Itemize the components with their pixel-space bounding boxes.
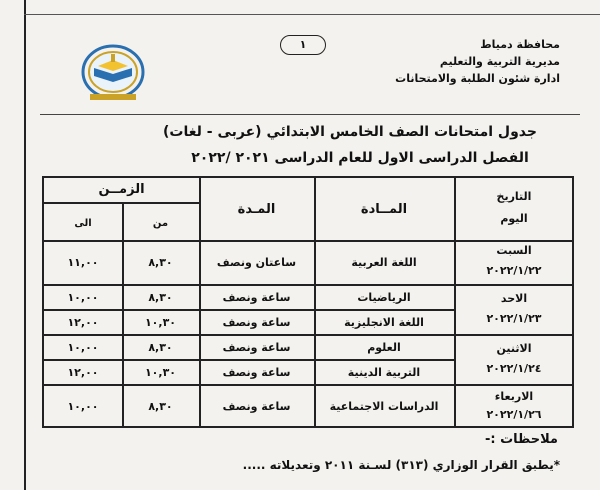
table-hline bbox=[44, 240, 572, 242]
date-cell: ٢٠٢٢/١/٢٤ bbox=[486, 362, 542, 375]
table-hline bbox=[44, 334, 572, 336]
duration-cell: ساعة ونصف bbox=[222, 291, 291, 304]
subject-header: المــادة bbox=[360, 202, 408, 217]
from-cell: ٨,٣٠ bbox=[148, 256, 173, 269]
from-cell: ٨,٣٠ bbox=[148, 341, 173, 354]
duration-cell: ساعتان ونصف bbox=[216, 256, 297, 269]
ministerial-rule-note: *يطبق القرار الوزاري (٣١٣) لسـنة ٢٠١١ وتعديلاته ..... bbox=[242, 458, 560, 472]
duration-cell: ساعة ونصف bbox=[222, 341, 291, 354]
table-hline bbox=[44, 284, 572, 286]
governorate-label: محافظة دمياط bbox=[480, 38, 560, 51]
page-border-top bbox=[24, 14, 600, 15]
to-header: الى bbox=[74, 218, 92, 229]
table-hline bbox=[44, 359, 454, 361]
header-divider bbox=[40, 114, 580, 115]
day-cell: الاثنين bbox=[496, 342, 532, 355]
from-cell: ٨,٣٠ bbox=[148, 400, 173, 413]
date-cell: ٢٠٢٢/١/٢٢ bbox=[486, 264, 542, 277]
date-cell: ٢٠٢٢/١/٢٦ bbox=[486, 408, 542, 421]
duration-cell: ساعة ونصف bbox=[222, 316, 291, 329]
to-cell: ١٢,٠٠ bbox=[67, 366, 99, 379]
from-cell: ٨,٣٠ bbox=[148, 291, 173, 304]
to-cell: ١٠,٠٠ bbox=[67, 400, 99, 413]
exam-schedule-table bbox=[42, 176, 574, 428]
to-cell: ١٢,٠٠ bbox=[67, 316, 99, 329]
subject-cell: اللغة العربية bbox=[351, 256, 417, 269]
subject-cell: التربية الدينية bbox=[347, 366, 421, 379]
from-header: من bbox=[152, 218, 169, 229]
department-label: ادارة شئون الطلبة والامتحانات bbox=[395, 72, 560, 85]
day-cell: الاربعاء bbox=[494, 390, 534, 403]
to-cell: ١٠,٠٠ bbox=[67, 291, 99, 304]
to-cell: ١١,٠٠ bbox=[67, 256, 99, 269]
day-cell: الاحد bbox=[500, 292, 528, 305]
book-logo-icon bbox=[80, 44, 146, 104]
page-number: ١ bbox=[280, 35, 326, 55]
table-vline bbox=[122, 202, 124, 426]
date-cell: ٢٠٢٢/١/٢٣ bbox=[486, 312, 542, 325]
table-hline bbox=[44, 309, 454, 311]
table-hline bbox=[44, 202, 199, 204]
duration-header: المـدة bbox=[237, 202, 276, 217]
subject-cell: الدراسات الاجتماعية bbox=[329, 400, 439, 413]
to-cell: ١٠,٠٠ bbox=[67, 341, 99, 354]
page-border-left bbox=[24, 0, 26, 490]
term-subtitle: الفصل الدراسى الاول للعام الدراسى ٢٠٢١ /٢٠٢٢ bbox=[191, 150, 529, 166]
subject-cell: العلوم bbox=[367, 341, 401, 354]
day-header: اليوم bbox=[500, 212, 528, 225]
directorate-label: مديرية التربية والتعليم bbox=[439, 55, 560, 68]
table-hline bbox=[44, 384, 572, 386]
time-header: الزمــن bbox=[98, 182, 145, 197]
day-cell: السبت bbox=[496, 244, 532, 257]
notes-label: ملاحظات :- bbox=[484, 432, 558, 447]
date-header: التاريخ bbox=[496, 190, 532, 203]
duration-cell: ساعة ونصف bbox=[222, 400, 291, 413]
from-cell: ١٠,٣٠ bbox=[144, 316, 177, 329]
subject-cell: الرياضيات bbox=[357, 291, 411, 304]
from-cell: ١٠,٣٠ bbox=[144, 366, 177, 379]
duration-cell: ساعة ونصف bbox=[222, 366, 291, 379]
issuing-authority bbox=[395, 36, 560, 87]
schedule-title: جدول امتحانات الصف الخامس الابتدائي (عربى - لغات) bbox=[163, 124, 537, 140]
subject-cell: اللغة الانجليزية bbox=[344, 316, 424, 329]
